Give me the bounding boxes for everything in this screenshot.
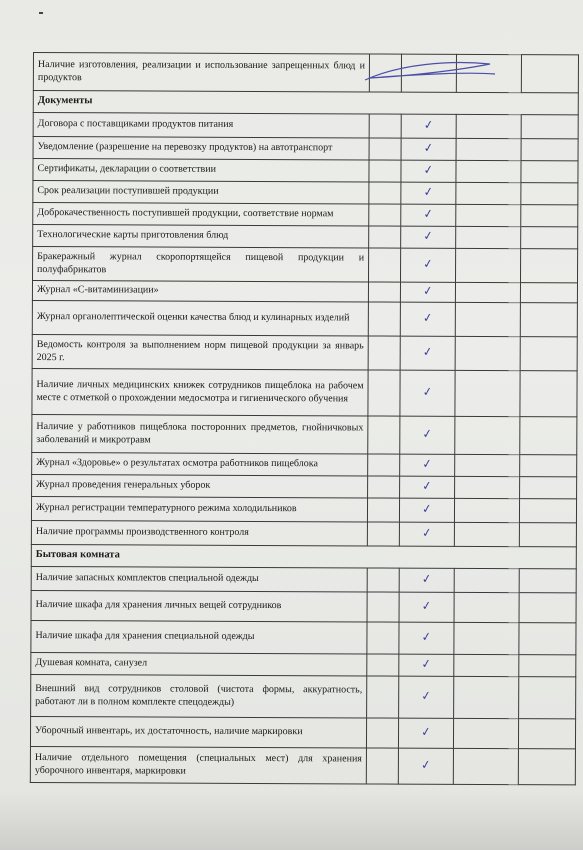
cell-no	[454, 568, 519, 592]
table-row	[32, 334, 577, 370]
cell-yes	[369, 138, 401, 160]
check-mark-icon: ✓	[421, 456, 434, 472]
cell-no	[454, 676, 519, 718]
cell-no	[455, 416, 520, 454]
cell-note	[521, 115, 578, 139]
check-mark-icon: ✓	[422, 206, 435, 222]
check-mark-icon: ✓	[421, 310, 434, 326]
row-label: Журнал регистрации температурного режима холодильников	[31, 496, 367, 521]
cell-mark	[399, 592, 454, 622]
cell-no	[455, 476, 520, 498]
table-row	[31, 590, 576, 622]
row-label: Доброкачественность поступившей продукции, соответствие нормам	[33, 203, 369, 226]
cell-mark	[401, 138, 456, 160]
cell-yes	[368, 370, 400, 416]
cell-yes	[368, 416, 400, 454]
row-label: Наличие изготовления, реализации и использование запрещенных блюд и продуктов	[33, 53, 369, 92]
section-header	[33, 91, 578, 115]
cell-no	[454, 522, 519, 546]
table-row	[32, 281, 577, 303]
cell-yes	[368, 476, 400, 498]
table-row	[30, 746, 575, 784]
table-row	[33, 247, 578, 283]
photo-shadow	[0, 790, 583, 850]
page-mark	[39, 12, 43, 14]
cell-yes	[367, 568, 399, 592]
cell-yes	[367, 622, 399, 654]
check-mark-icon: ✓	[420, 571, 433, 587]
check-mark-icon: ✓	[420, 724, 432, 740]
cell-mark	[400, 248, 455, 282]
cell-mark	[400, 416, 455, 454]
row-label: Журнал проведения генеральных уборок	[32, 474, 368, 497]
row-label: Сертификаты, декларации о соответствии	[33, 159, 369, 182]
cell-mark	[401, 160, 456, 182]
check-mark-icon: ✓	[422, 117, 435, 133]
row-label: Ведомость контроля за выполнением норм пищевой продукции за январь 2025 г.	[32, 334, 368, 369]
table-row	[33, 203, 578, 227]
cell-no	[454, 592, 519, 622]
row-label: Технологические карты приготовления блюд	[33, 225, 369, 248]
cell-note	[519, 655, 576, 677]
row-label: Наличие отдельного помещения (специальных мест) для хранения уборочного инвентаря, маркировки	[30, 746, 366, 783]
cell-mark	[399, 654, 454, 676]
cell-note	[521, 55, 578, 93]
cell-note	[519, 523, 576, 547]
check-mark-icon: ✓	[422, 184, 435, 200]
check-mark-icon: ✓	[419, 757, 432, 773]
table-row	[31, 520, 576, 546]
check-mark-icon: ✓	[421, 344, 434, 360]
cell-note	[521, 205, 578, 227]
cell-mark	[399, 498, 454, 522]
cell-no	[453, 748, 518, 784]
cell-mark	[399, 568, 454, 592]
row-label: Наличие у работников пищеблока посторонних предметов, гнойничковых заболеваний и микротравм	[32, 414, 368, 453]
cell-no	[454, 498, 519, 522]
cell-mark	[400, 370, 455, 416]
cell-no	[456, 182, 521, 204]
cell-note	[520, 337, 577, 371]
check-mark-icon: ✓	[421, 501, 433, 517]
cell-mark	[401, 182, 456, 204]
row-label: Уборочный инвентарь, их достаточность, наличие маркировки	[30, 716, 366, 747]
cell-mark	[399, 622, 454, 654]
check-mark-icon: ✓	[422, 228, 435, 244]
check-mark-icon: ✓	[422, 256, 434, 272]
cell-note	[520, 371, 577, 417]
cell-note	[521, 227, 578, 249]
table-row	[33, 137, 578, 161]
cell-yes	[368, 302, 400, 336]
cell-yes	[369, 204, 401, 226]
cell-no	[455, 248, 520, 282]
row-label: Уведомление (разрешение на перевозку продуктов) на автотранспорт	[33, 137, 369, 160]
row-label: Журнал органолептической оценки качества блюд и кулинарных изделий	[32, 300, 368, 335]
table-row	[33, 113, 578, 139]
check-mark-icon: ✓	[422, 140, 435, 156]
inspection-checklist-table	[30, 52, 579, 785]
cell-no	[455, 336, 520, 370]
check-mark-icon: ✓	[420, 629, 433, 645]
section-header	[31, 544, 576, 568]
check-mark-icon: ✓	[421, 283, 434, 299]
cell-no	[456, 204, 521, 226]
table-row	[32, 368, 577, 416]
check-mark-icon: ✓	[422, 162, 435, 178]
row-label: Срок реализации поступившей продукции	[33, 181, 369, 204]
cell-no	[455, 370, 520, 416]
cell-no	[456, 138, 521, 160]
cell-note	[520, 477, 577, 499]
cell-note	[519, 623, 576, 655]
cell-no	[453, 718, 518, 748]
cell-yes	[367, 676, 399, 718]
cell-no	[455, 282, 520, 302]
cell-yes	[368, 454, 400, 476]
table-row	[33, 181, 578, 205]
cell-mark	[400, 454, 455, 476]
cell-mark	[400, 476, 455, 498]
cell-yes	[369, 114, 401, 138]
section-title: Бытовая комната	[31, 544, 576, 568]
cell-yes	[369, 160, 401, 182]
row-label: Наличие запасных комплектов специальной одежды	[31, 566, 367, 591]
row-label: Душевая комната, санузел	[31, 652, 367, 675]
table-row	[30, 716, 575, 748]
cell-note	[520, 283, 577, 303]
cell-note	[518, 749, 575, 785]
cell-mark	[398, 748, 453, 784]
cell-yes	[367, 522, 399, 546]
check-mark-icon: ✓	[420, 656, 433, 672]
cell-yes	[367, 654, 399, 676]
table-row	[32, 452, 577, 476]
table-row	[32, 414, 577, 454]
table-row	[31, 620, 576, 654]
cell-mark	[399, 522, 454, 546]
check-mark-icon: ✓	[421, 478, 434, 494]
cell-no	[455, 302, 520, 336]
table-row	[32, 300, 577, 336]
row-label: Наличие шкафа для хранения специальной одежды	[31, 620, 367, 653]
cell-yes	[368, 282, 400, 302]
cell-note	[519, 569, 576, 593]
row-label: Наличие шкафа для хранения личных вещей сотрудников	[31, 590, 367, 621]
row-label: Журнал «Здоровье» о результатах осмотра работников пищеблока	[32, 452, 368, 475]
check-mark-icon: ✓	[420, 688, 433, 704]
cell-yes	[369, 182, 401, 204]
cell-no	[454, 622, 519, 654]
cell-note	[519, 593, 576, 623]
check-mark-icon: ✓	[421, 384, 434, 400]
crossed-out-scribble	[360, 56, 500, 86]
cell-yes	[369, 226, 401, 248]
cell-mark	[399, 676, 454, 718]
row-label: Бракеражный журнал скоропортящейся пищевой продукции и полуфабрикатов	[33, 247, 369, 282]
cell-no	[456, 114, 521, 138]
cell-no	[454, 654, 519, 676]
cell-note	[520, 417, 577, 455]
cell-note	[521, 161, 578, 183]
cell-yes	[368, 248, 400, 282]
cell-mark	[400, 302, 455, 336]
cell-note	[519, 677, 576, 719]
row-label: Внешний вид сотрудников столовой (чистота формы, аккуратность, работают ли в полном комплекте спецодежды)	[31, 674, 367, 717]
cell-mark	[401, 204, 456, 226]
cell-note	[520, 303, 577, 337]
cell-note	[518, 719, 575, 749]
cell-mark	[401, 226, 456, 248]
cell-note	[521, 183, 578, 205]
cell-yes	[366, 718, 398, 748]
table-row	[31, 674, 576, 718]
cell-yes	[368, 336, 400, 370]
cell-mark	[398, 718, 453, 748]
cell-yes	[366, 748, 398, 784]
row-label: Наличие личных медицинских книжек сотрудников пищеблока на рабочем месте с отметкой о прохождении медосмотра и гигиенического обучения	[32, 368, 368, 415]
row-label: Договора с поставщиками продуктов питания	[33, 113, 369, 138]
table-row	[33, 159, 578, 183]
cell-no	[456, 160, 521, 182]
cell-no	[455, 454, 520, 476]
row-label: Наличие программы производственного контроля	[31, 520, 367, 545]
cell-note	[519, 499, 576, 523]
cell-note	[520, 249, 577, 283]
cell-note	[521, 139, 578, 161]
check-mark-icon: ✓	[421, 426, 434, 442]
check-mark-icon: ✓	[420, 525, 433, 541]
section-title: Документы	[33, 91, 578, 115]
table-row	[33, 225, 578, 249]
cell-mark	[400, 282, 455, 302]
cell-yes	[367, 498, 399, 522]
cell-mark	[401, 114, 456, 138]
cell-yes	[367, 592, 399, 622]
check-mark-icon: ✓	[420, 598, 433, 614]
cell-mark	[400, 336, 455, 370]
table-row	[32, 474, 577, 498]
table-row	[31, 496, 576, 522]
table-row	[31, 652, 576, 676]
cell-no	[456, 226, 521, 248]
row-label: Журнал «С-витаминизации»	[32, 281, 368, 302]
cell-note	[520, 455, 577, 477]
table-row	[31, 566, 576, 592]
